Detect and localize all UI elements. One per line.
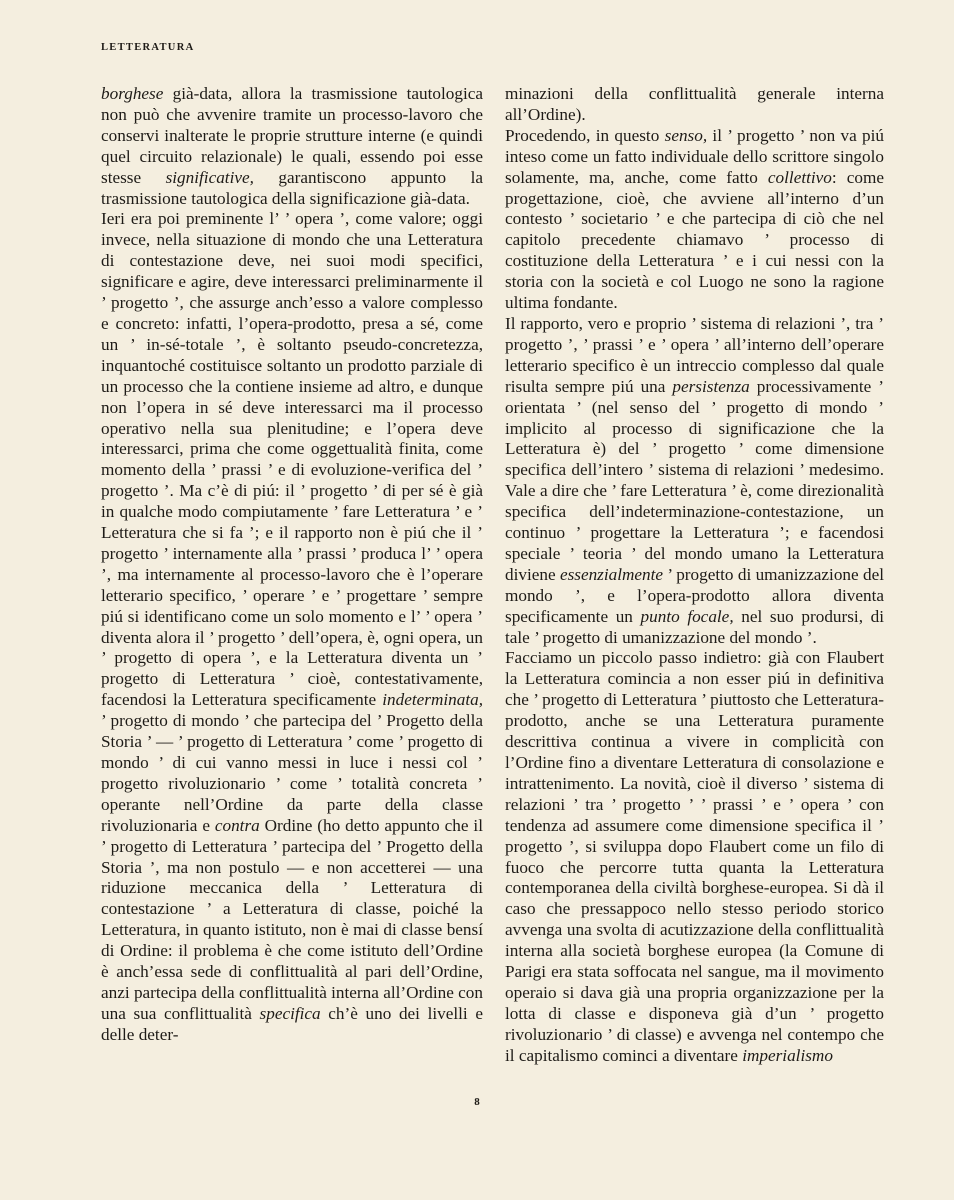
paragraph: Facciamo un piccolo passo indietro: già con Flaubert la Letteratura comincia a non esser piú in definitiva che ’ progetto di Letteratura ’ piuttosto che Letteratura-prodotto, anche se una Letteratura puramente descrittiva continua a vivere in complicità con l’Ordine fino a diventare Letteratura di consolazione e intrattenimento. La novità, cioè il diverso ’ sistema di relazioni ’ tra ’ progetto ’ ’ prassi ’ e ’ opera ’ con tendenza ad assumere come dimensione specifica il ’ progetto ’, si sviluppa dopo Flaubert come un filo di fuoco che percorre tutta quanta la Letteratura contemporanea della civiltà borghese-europea. Si dà il caso che pressappoco nello stesso periodo storico avvenga una svolta di acutizzazione della conflittualità interna alla società borghese europea (la Comune di Parigi era stata soffocata nel sangue, ma il movimento operaio si dava già una propria organizzazione per la lotta di classe e disponeva già d’un ’ progetto rivoluzionario ’ di classe) e avvenga nel contempo che il capitalismo cominci a diventare imperialismo bbox=[505, 648, 884, 1065]
paragraph: minazioni della conflittualità generale interna all’Ordine). bbox=[505, 84, 884, 124]
paragraph: Ieri era poi preminente l’ ’ opera ’, come valore; oggi invece, nella situazione di mondo che una Letteratura di contestazione deve, nei suoi modi specifici, significare e agire, deve interessarci preliminarmente il ’ progetto ’, che assurge anch’esso a valore complesso e concreto: infatti, l’opera-prodotto, presa a sé, come un ’ in-sé-totale ’, è soltanto pseudo-concretezza, inquantoché costituisce soltanto un prodotto parziale di un processo che la contiene insieme ad altro, e dunque non l’opera in sé deve interessarci ma il processo operativo nella sua plenitudine; e l’opera deve interessarci, prima che come oggettualità finita, come momento della ’ prassi ’ e di evoluzione-verifica del ’ progetto ’. Ma c’è di piú: il ’ progetto ’ di per sé è già in qualche modo compiutamente ’ fare Letteratura ’ e ’ Letteratura che si fa ’; e il rapporto non è piú che il ’ progetto ’ internamente alla ’ prassi ’ produca l’ ’ opera ’, ma internamente al processo-lavoro che è l’operare letterario specifico, ’ operare ’ e ’ progettare ’ sempre piú si identificano come un solo momento e l’ ’ opera ’ diventa alora il ’ progetto ’ dell’opera, è, ogni opera, un ’ progetto di opera ’, e la Letteratura diventa un ’ progetto di Letteratura ’ cioè, contestativamente, facendosi la Letteratura specificamente indeterminata, ’ progetto di mondo ’ che partecipa del ’ Progetto della Storia ’ — ’ progetto di Letteratura ’ come ’ progetto di mondo ’ di cui vanno messi in luce i nessi col ’ progetto rivoluzionario ’ come ’ totalità concreta ’ operante nell’Ordine da parte della classe rivoluzionaria e contra Ordine (ho detto appunto che il ’ progetto di Letteratura ’ partecipa del ’ Progetto della Storia ’, ma non postulo — e non accetterei — una riduzione meccanica della ’ Letteratura di contestazione ’ a Letteratura di classe, poiché la Letteratura, in quanto istituto, non è mai di classe bensí di Ordine: il problema è che come istituto dell’Ordine è anch’essa sede di conflittualità al pari dell’Ordine, anzi partecipa della conflittualità interna all’Ordine con una sua conflittualità specifica ch’è uno dei livelli e delle deter- bbox=[101, 209, 483, 1044]
paragraph: borghese già-data, allora la trasmissione tautologica non può che avvenire tramite un processo-lavoro che conservi inalterate le proprie strutture interne (e quindi quel circuito relazionale) le quali, essendo poi esse stesse significative, garantiscono appunto la trasmissione tautologica della significazione già-data. bbox=[101, 84, 483, 208]
running-header: LETTERATURA bbox=[101, 42, 195, 53]
paragraph: Il rapporto, vero e proprio ’ sistema di relazioni ’, tra ’ progetto ’, ’ prassi ’ e ’ opera ’ all’interno dell’operare letterario specifico è un intreccio complesso dal quale risulta sempre piú una persistenza processivamente ’ orientata ’ (nel senso del ’ progetto di mondo ’ implicito al processo di significazione che la Letteratura è) del ’ progetto ’ come dimensione specifica dell’intero ’ sistema di relazioni ’ medesimo. Vale a dire che ’ fare Letteratura ’ è, come direzionalità specifica dell’indeterminazione-contestazione, un continuo ’ progettare la Letteratura ’; e facendosi speciale ’ teoria ’ del mondo umano la Letteratura diviene essenzialmente ’ progetto di umanizzazione del mondo ’, e l’opera-prodotto allora diventa specificamente un punto focale, nel suo prodursi, di tale ’ progetto di umanizzazione del mondo ’. bbox=[505, 313, 885, 647]
paragraph: Procedendo, in questo senso, il ’ progetto ’ non va piú inteso come un fatto individuale dello scrittore singolo solamente, ma, anche, come fatto collettivo: come progettazione, cioè, che avviene all’interno d’un contesto ’ societario ’ e che partecipa di ciò che nel capitolo precedente chiamavo ’ processo di costituzione della Letteratura ’ e i cui nessi con la storia con la società e col Luogo ne sono la ragione ultima fondante. bbox=[505, 125, 884, 313]
left-column bbox=[101, 84, 483, 1046]
right-column bbox=[505, 84, 884, 1067]
page-number: 8 bbox=[474, 1096, 480, 1108]
